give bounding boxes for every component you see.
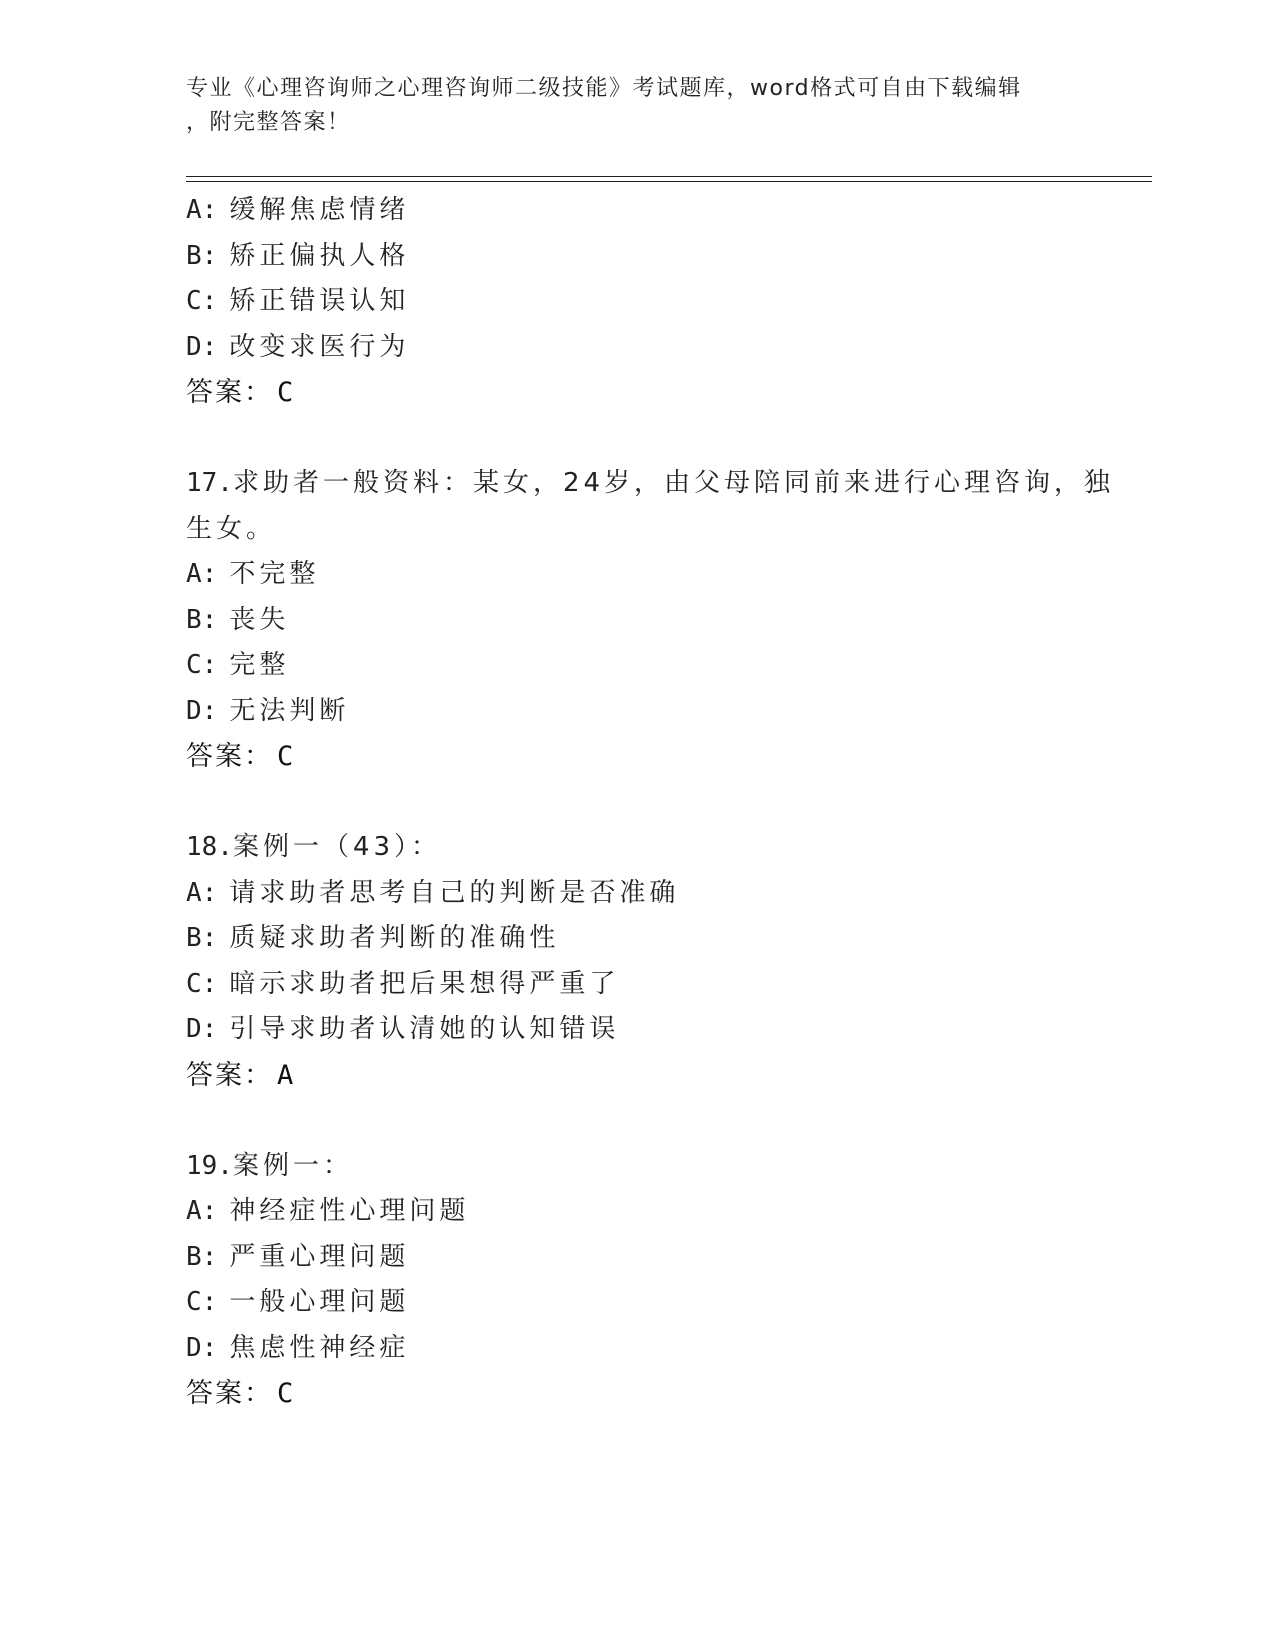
option-prefix: A: [186,195,218,225]
option-b [186,916,1086,962]
option-a [186,552,1086,598]
option-text: 请求助者思考自己的判断是否准确 [229,877,680,908]
option-a [186,871,1086,917]
spacer [186,416,1086,462]
option-prefix: B: [186,1241,218,1272]
answer-line [186,370,1086,416]
option-text: 一般心理问题 [229,1287,410,1317]
question-number: 19. [186,1150,233,1181]
option-a [186,188,1086,234]
question-stem-line-1: 求助者一般资料：某女，24岁，由父母陪同前来进行心理咨询，独 [232,468,1115,498]
option-prefix: B: [186,240,218,271]
document-header [186,72,1086,140]
option-text: 完整 [229,650,290,680]
option-prefix: B: [186,923,218,953]
question-18 [186,825,1086,1098]
question-stem-line-1: 案例一： [232,1150,353,1181]
header-divider-bottom [186,181,1152,182]
option-prefix: D: [186,695,218,726]
answer-value: C [277,1378,296,1409]
option-text: 引导求助者认清她的认知错误 [229,1014,620,1044]
option-d [186,1007,1086,1053]
option-prefix: C: [186,650,218,680]
answer-value: A [277,1059,296,1091]
option-prefix: A: [186,1196,218,1226]
option-text: 严重心理问题 [229,1241,410,1272]
option-text: 矫正偏执人格 [229,240,410,271]
question-list [186,188,1115,1417]
header-line-2: ，附完整答案！ [186,110,351,135]
question-stem-line-2: 生女。 [186,513,277,544]
option-prefix: C: [186,1287,218,1317]
option-c [186,279,1086,325]
header-line-1: 专业《心理咨询师之心理咨询师二级技能》考试题库，word格式可自由下载编辑 [186,76,1022,101]
question-number: 17. [186,468,233,498]
option-c [186,1280,1086,1326]
option-d [186,689,1086,735]
question-stem [186,1144,1086,1190]
header-divider-top [186,176,1152,177]
answer-line [186,1053,1086,1099]
question-19 [186,1144,1086,1417]
option-text: 暗示求助者把后果想得严重了 [229,968,620,999]
question-stem-line-1: 案例一（43）： [232,832,442,862]
answer-label: 答案： [186,377,273,408]
option-text: 神经症性心理问题 [229,1196,470,1226]
option-text: 丧失 [229,604,290,635]
option-text: 焦虑性神经症 [229,1332,410,1363]
option-b [186,234,1086,280]
option-prefix: B: [186,604,218,635]
question-16-continuation [186,188,1086,416]
option-text: 矫正错误认知 [229,286,410,316]
option-text: 不完整 [229,559,320,589]
answer-label: 答案： [186,1378,273,1409]
option-text: 质疑求助者判断的准确性 [229,923,560,953]
question-stem [186,461,1115,507]
answer-label: 答案： [186,1059,273,1091]
option-prefix: C: [186,286,218,316]
option-c [186,962,1086,1008]
answer-label: 答案： [186,741,273,772]
option-text: 无法判断 [229,695,350,726]
option-b [186,598,1086,644]
option-a [186,1189,1086,1235]
option-d [186,325,1086,371]
answer-line [186,734,1086,780]
option-d [186,1326,1086,1372]
option-prefix: D: [186,1332,218,1363]
option-text: 缓解焦虑情绪 [229,195,410,225]
answer-line [186,1371,1086,1417]
option-prefix: D: [186,331,218,362]
spacer [186,780,1086,826]
option-b [186,1235,1086,1281]
answer-value: C [277,741,296,772]
option-prefix: A: [186,877,218,908]
option-prefix: C: [186,968,218,999]
question-number: 18. [186,832,233,862]
option-prefix: A: [186,559,218,589]
option-prefix: D: [186,1014,218,1044]
option-text: 改变求医行为 [229,331,410,362]
option-c [186,643,1086,689]
answer-value: C [277,377,296,408]
question-17 [186,461,1115,780]
question-stem [186,825,1086,871]
spacer [186,1098,1086,1144]
